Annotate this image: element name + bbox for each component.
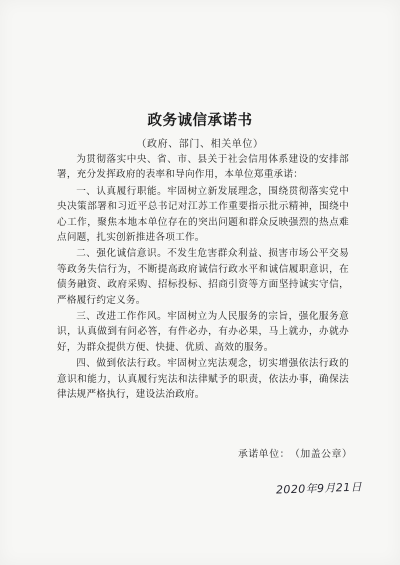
handwritten-date: 2020年9月21日: [275, 480, 363, 497]
document-title: 政务诚信承诺书: [147, 112, 253, 129]
signature-line: [238, 446, 352, 460]
document-subtitle: （政府、部门、相关单位）: [136, 139, 264, 150]
paragraph-work-style: 三、改进工作作风。牢固树立为人民服务的宗旨，强化服务意识，认真做到有问必答，有件必办，有办必果，马上就办，办就办好，为群众提供方便、快捷、优质、高效的服务。: [57, 311, 349, 353]
signature-label: 承诺单位：: [238, 449, 290, 460]
paragraph-rule-of-law: 四、做到依法行政。牢固树立宪法观念，切实增强依法行政的意识和能力，认真履行宪法和法律赋予的职责，依法办事，确保法律法规严格执行，建设法治政府。: [57, 358, 349, 401]
paragraph-duty: 一、认真履行职能。牢固树立新发展理念，围绕贯彻落实党中央决策部署和习近平总书记对江苏工作重要指示批示精神，围绕中心工作，聚焦本地本单位存在的突出问题和群众反映强烈的热点难点问题，扎实创新推进各项工作。: [57, 185, 349, 244]
paragraph-intro: 为贯彻落实中央、省、市、县关于社会信用体系建设的安排部署，充分发挥政府的表率和导向作用，本单位郑重承诺：: [57, 154, 349, 181]
paragraph-integrity: 二、强化诚信意识。不发生危害群众利益、损害市场公平交易等政务失信行为，不断提高政府诚信行政水平和诚信履职意识，在债务融资、政府采购、招标投标、招商引资等方面坚持诚实守信，严格履行约定义务。: [57, 248, 349, 306]
document-body: [57, 152, 349, 404]
seal-note: （加盖公章）: [289, 449, 353, 460]
